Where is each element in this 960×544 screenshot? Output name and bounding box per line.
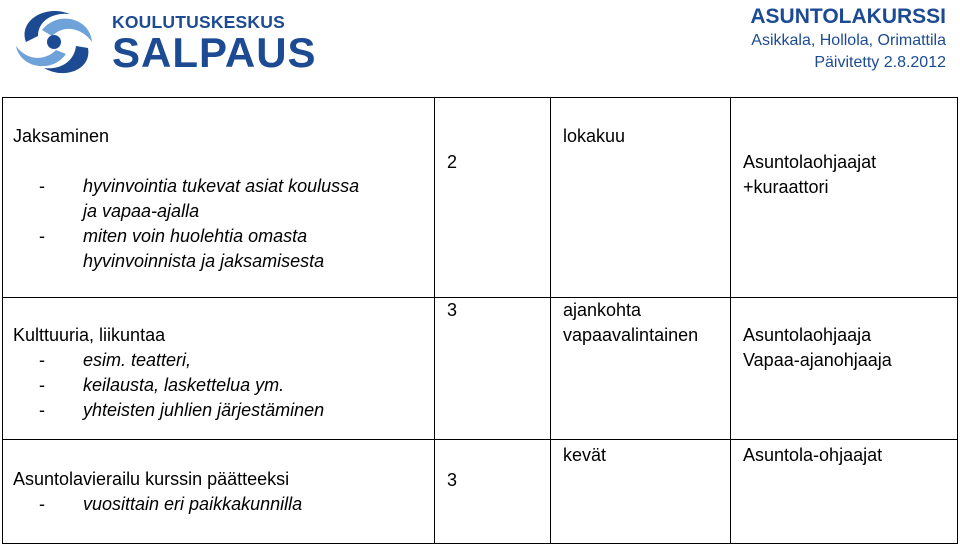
timing-line: kevät xyxy=(563,445,607,465)
item-line: keilausta, laskettelua ym. xyxy=(83,375,285,395)
responsible-line: Vapaa-ajanohjaaja xyxy=(743,350,892,370)
responsible-line: Asuntolaohjaajat xyxy=(743,152,877,172)
table-row xyxy=(3,440,958,544)
responsible-line: +kuraattori xyxy=(743,177,829,197)
hours-cell xyxy=(435,440,551,544)
item-line: hyvinvoinnista ja jaksamisesta xyxy=(83,251,325,271)
item-line: miten voin huolehtia omasta xyxy=(83,226,308,246)
topic-cell xyxy=(3,440,435,544)
hours-value: 2 xyxy=(447,152,458,172)
page-header xyxy=(750,4,946,74)
responsible-cell xyxy=(731,298,958,440)
item-line: hyvinvointia tukevat asiat koulussa xyxy=(83,176,360,196)
topic-items xyxy=(13,174,434,274)
logo-line1: KOULUTUSKESKUS xyxy=(112,12,285,32)
responsible-cell xyxy=(731,98,958,298)
list-item: - yhteisten juhlien järjestäminen xyxy=(39,400,325,420)
list-item: - miten voin huolehtia omasta hyvinvoinnista ja jaksamisesta xyxy=(39,226,325,271)
responsible-cell xyxy=(731,440,958,544)
list-item: - hyvinvointia tukevat asiat koulussa ja vapaa-ajalla xyxy=(39,176,360,221)
salpaus-swirl-icon xyxy=(8,4,102,74)
logo-line2: SALPAUS xyxy=(112,29,317,76)
table-row xyxy=(3,298,958,440)
item-line: esim. teatteri, xyxy=(83,350,192,370)
salpaus-logo xyxy=(8,4,317,78)
responsible-line: Asuntolaohjaaja xyxy=(743,325,872,345)
topic-title: Jaksaminen xyxy=(13,126,110,146)
updated-date: Päivitetty 2.8.2012 xyxy=(814,54,946,71)
hours-value: 3 xyxy=(447,470,458,490)
hours-cell xyxy=(435,98,551,298)
item-line: yhteisten juhlien järjestäminen xyxy=(83,400,325,420)
timing-line: vapaavalintainen xyxy=(563,325,699,345)
list-item: - keilausta, laskettelua ym. xyxy=(39,375,285,395)
topic-title: Kulttuuria, liikuntaa xyxy=(13,325,166,345)
table-row xyxy=(3,98,958,298)
topic-items xyxy=(13,348,434,423)
timing-cell xyxy=(551,440,731,544)
timing-line: ajankohta xyxy=(563,300,642,320)
course-plan-table xyxy=(2,97,958,544)
item-line: vuosittain eri paikkakunnilla xyxy=(83,494,303,514)
topic-title: Asuntolavierailu kurssin päätteeksi xyxy=(13,469,290,489)
timing-cell xyxy=(551,298,731,440)
topic-cell xyxy=(3,98,435,298)
page-subtitle: Asikkala, Hollola, Orimattila xyxy=(751,32,946,49)
responsible-line: Asuntola-ohjaajat xyxy=(743,445,883,465)
timing-line: lokakuu xyxy=(563,126,626,146)
list-item: - esim. teatteri, xyxy=(39,350,192,370)
list-item: - vuosittain eri paikkakunnilla xyxy=(39,494,303,514)
hours-cell xyxy=(435,298,551,440)
timing-cell xyxy=(551,98,731,298)
topic-items xyxy=(13,492,434,517)
topic-cell xyxy=(3,298,435,440)
hours-value: 3 xyxy=(447,300,458,320)
page-title: ASUNTOLAKURSSI xyxy=(750,5,946,28)
item-line: ja vapaa-ajalla xyxy=(83,201,200,221)
